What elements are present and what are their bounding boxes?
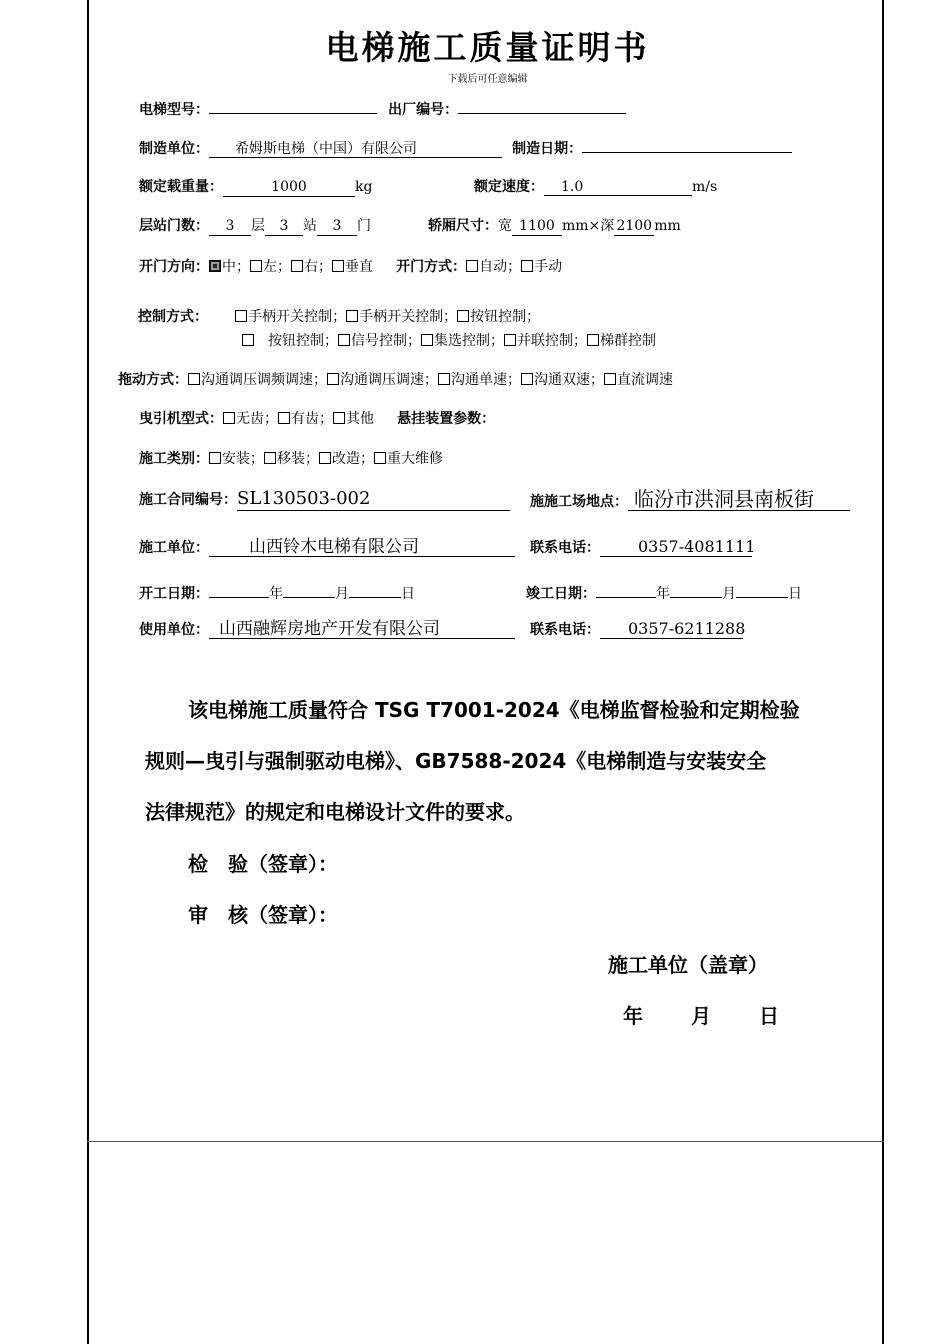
- traction-option: 无齿；: [236, 411, 278, 427]
- checkbox-control[interactable]: [504, 334, 516, 346]
- end-year-field[interactable]: [596, 580, 656, 598]
- option-left: 左；: [263, 259, 291, 275]
- checkbox-drive[interactable]: [438, 373, 450, 385]
- checkbox-drive[interactable]: [327, 373, 339, 385]
- contractor-phone-label: 联系电话：: [530, 540, 600, 556]
- checkbox-control[interactable]: [457, 310, 469, 322]
- user-phone-field[interactable]: 0357-6211288: [600, 619, 743, 639]
- car-size-label: 轿厢尺寸：: [428, 218, 498, 234]
- station-unit: 站: [303, 218, 317, 234]
- checkbox-traction[interactable]: [223, 412, 235, 424]
- checkbox-left[interactable]: [250, 260, 262, 272]
- drive-row: [118, 369, 673, 389]
- traction-option: 其他: [346, 411, 374, 427]
- checkbox-vertical[interactable]: [332, 260, 344, 272]
- end-year-unit: 年: [656, 586, 670, 602]
- seal-month: 月: [691, 1004, 711, 1028]
- user-phone-label: 联系电话：: [530, 622, 600, 638]
- door-row: [139, 256, 562, 276]
- checkbox-manual[interactable]: [521, 260, 533, 272]
- option-vertical: 垂直: [345, 259, 373, 275]
- speed-row: [474, 176, 717, 196]
- model-row: [139, 96, 626, 119]
- checkbox-center[interactable]: [209, 260, 221, 272]
- checkbox-control[interactable]: [235, 310, 247, 322]
- type-option: 移装；: [277, 451, 319, 467]
- page-title: 电梯施工质量证明书: [325, 28, 650, 67]
- control-option: 集选控制；: [434, 333, 504, 349]
- checkbox-auto[interactable]: [466, 260, 478, 272]
- floors-label: 层站门数：: [139, 218, 209, 234]
- rated-speed-unit: m/s: [692, 179, 718, 195]
- control-option: 手柄开关控制；: [248, 309, 347, 325]
- door-count-field[interactable]: 3: [317, 218, 357, 236]
- checkbox-right[interactable]: [291, 260, 303, 272]
- end-date-row: [526, 580, 802, 603]
- model-label: 电梯型号：: [139, 102, 209, 118]
- factory-no-field[interactable]: [458, 96, 626, 114]
- traction-row: [139, 408, 495, 428]
- start-year-field[interactable]: [209, 580, 269, 598]
- control-option: 并联控制；: [517, 333, 587, 349]
- drive-option: 沟通调压调频调速；: [201, 372, 327, 388]
- seal-day: 日: [759, 1004, 779, 1028]
- start-date-label: 开工日期：: [139, 586, 209, 602]
- control-option: 按钮控制；: [268, 333, 338, 349]
- user-phone-row: [530, 619, 746, 639]
- rated-load-field[interactable]: 1000: [223, 179, 355, 197]
- checkbox-control[interactable]: [421, 334, 433, 346]
- drive-label: 拖动方式：: [118, 372, 188, 388]
- mfg-date-field[interactable]: [582, 135, 792, 153]
- contract-label: 施工合同编号：: [139, 492, 237, 508]
- manufacturer-field[interactable]: 希姆斯电梯（中国）有限公司: [209, 141, 502, 158]
- floors-row: [139, 215, 371, 236]
- checkbox-type[interactable]: [209, 452, 221, 464]
- seal-label: 施工单位（盖章）: [608, 953, 768, 977]
- factory-no-label: 出厂编号：: [388, 102, 459, 118]
- drive-option: 沟通双速；: [534, 372, 604, 388]
- checkbox-traction[interactable]: [278, 412, 290, 424]
- drive-option: 沟通单速；: [451, 372, 521, 388]
- suspension-label: 悬挂装置参数：: [397, 411, 496, 427]
- start-month-unit: 月: [335, 586, 349, 602]
- page-border: [87, 0, 884, 1344]
- control-option: 信号控制；: [351, 333, 421, 349]
- checkbox-control[interactable]: [242, 334, 254, 346]
- traction-option: 有齿；: [291, 411, 333, 427]
- model-field[interactable]: [209, 96, 377, 114]
- drive-option: 直流调速: [617, 372, 673, 388]
- start-day-field[interactable]: [349, 580, 401, 598]
- start-year-unit: 年: [269, 586, 283, 602]
- construction-type-row: [139, 448, 443, 468]
- control-label: 控制方式：: [138, 309, 208, 325]
- contract-field[interactable]: SL130503-002: [237, 488, 510, 511]
- door-mode-label: 开门方式：: [396, 259, 467, 275]
- control-row: [138, 306, 540, 326]
- contractor-label: 施工单位：: [139, 540, 209, 556]
- start-date-row: [139, 580, 415, 603]
- end-month-field[interactable]: [670, 580, 722, 598]
- review-signature-label: 审 核（签章）：: [188, 903, 338, 927]
- statement-line-1: 该电梯施工质量符合 TSG T7001-2024《电梯监督检验和定期检验: [188, 698, 800, 722]
- seal-date: [623, 1000, 779, 1029]
- car-size-mid: mm×深: [562, 218, 615, 234]
- manufacturer-label: 制造单位：: [139, 141, 209, 157]
- checkbox-control[interactable]: [338, 334, 350, 346]
- checkbox-type[interactable]: [319, 452, 331, 464]
- site-field[interactable]: 临汾市洪洞县南板街: [628, 487, 850, 511]
- checkbox-traction[interactable]: [333, 412, 345, 424]
- door-unit: 门: [357, 218, 371, 234]
- contractor-phone-field[interactable]: 0357-4081111: [600, 537, 752, 557]
- door-direction-options: [209, 259, 373, 275]
- option-center: 中；: [222, 259, 250, 275]
- drive-option: 沟通调压调速；: [340, 372, 438, 388]
- station-count-field[interactable]: 3: [265, 218, 303, 236]
- user-unit-row: [139, 619, 515, 639]
- option-auto: 自动；: [479, 259, 522, 275]
- car-depth-field[interactable]: 2100: [614, 218, 654, 236]
- car-size-unit: mm: [654, 218, 681, 234]
- control-option: 手柄开关控制；: [359, 309, 458, 325]
- manufacturer-row: [139, 135, 792, 158]
- checkbox-control[interactable]: [587, 334, 599, 346]
- contractor-field[interactable]: 山西铃木电梯有限公司: [209, 537, 515, 557]
- statement-line-3: 法律规范》的规定和电梯设计文件的要求。: [145, 800, 525, 824]
- type-option: 安装；: [222, 451, 264, 467]
- inspect-signature-label: 检 验（签章）：: [188, 852, 338, 876]
- contract-row: [139, 488, 510, 511]
- floor-count-field[interactable]: 3: [209, 218, 251, 236]
- load-row: [139, 176, 372, 197]
- option-right: 右；: [304, 259, 332, 275]
- rated-speed-label: 额定速度：: [474, 179, 544, 195]
- start-month-field[interactable]: [283, 580, 335, 598]
- checkbox-type[interactable]: [264, 452, 276, 464]
- checkbox-drive[interactable]: [521, 373, 533, 385]
- site-label: 施施工场地点：: [530, 494, 628, 510]
- end-day-unit: 日: [788, 586, 802, 602]
- traction-label: 曳引机型式：: [139, 411, 223, 427]
- door-direction-label: 开门方向：: [139, 259, 209, 275]
- contractor-phone-row: [530, 537, 756, 557]
- user-unit-field[interactable]: 山西融辉房地产开发有限公司: [209, 619, 515, 639]
- car-width-prefix: 宽: [498, 218, 512, 234]
- page-subtitle: 下载后可任意编辑: [447, 74, 528, 85]
- mfg-date-label: 制造日期：: [512, 141, 583, 157]
- rated-speed-field[interactable]: 1.0: [544, 179, 692, 196]
- car-size-row: [428, 215, 681, 236]
- rated-load-label: 额定载重量：: [139, 179, 223, 195]
- rated-load-unit: kg: [355, 179, 373, 195]
- construction-type-label: 施工类别：: [139, 451, 209, 467]
- divider-line: [87, 1141, 884, 1142]
- user-unit-label: 使用单位：: [139, 622, 209, 638]
- control-row-2: [242, 330, 656, 350]
- floor-unit: 层: [251, 218, 265, 234]
- end-date-label: 竣工日期：: [526, 586, 596, 602]
- checkbox-control[interactable]: [346, 310, 358, 322]
- end-day-field[interactable]: [736, 580, 788, 598]
- end-month-unit: 月: [722, 586, 736, 602]
- seal-year: 年: [623, 1004, 643, 1028]
- checkbox-drive[interactable]: [604, 373, 616, 385]
- car-width-field[interactable]: 1100: [512, 218, 562, 236]
- control-option: 按钮控制；: [470, 309, 541, 325]
- start-day-unit: 日: [401, 586, 415, 602]
- type-option: 改造；: [332, 451, 374, 467]
- checkbox-drive[interactable]: [188, 373, 200, 385]
- checkbox-type[interactable]: [374, 452, 386, 464]
- type-option: 重大维修: [387, 451, 443, 467]
- option-manual: 手动: [534, 259, 563, 275]
- statement-line-2: 规则—曳引与强制驱动电梯》、GB7588-2024《电梯制造与安装安全: [145, 749, 767, 773]
- site-row: [530, 487, 850, 511]
- control-option: 梯群控制: [600, 333, 656, 349]
- contractor-row: [139, 537, 515, 557]
